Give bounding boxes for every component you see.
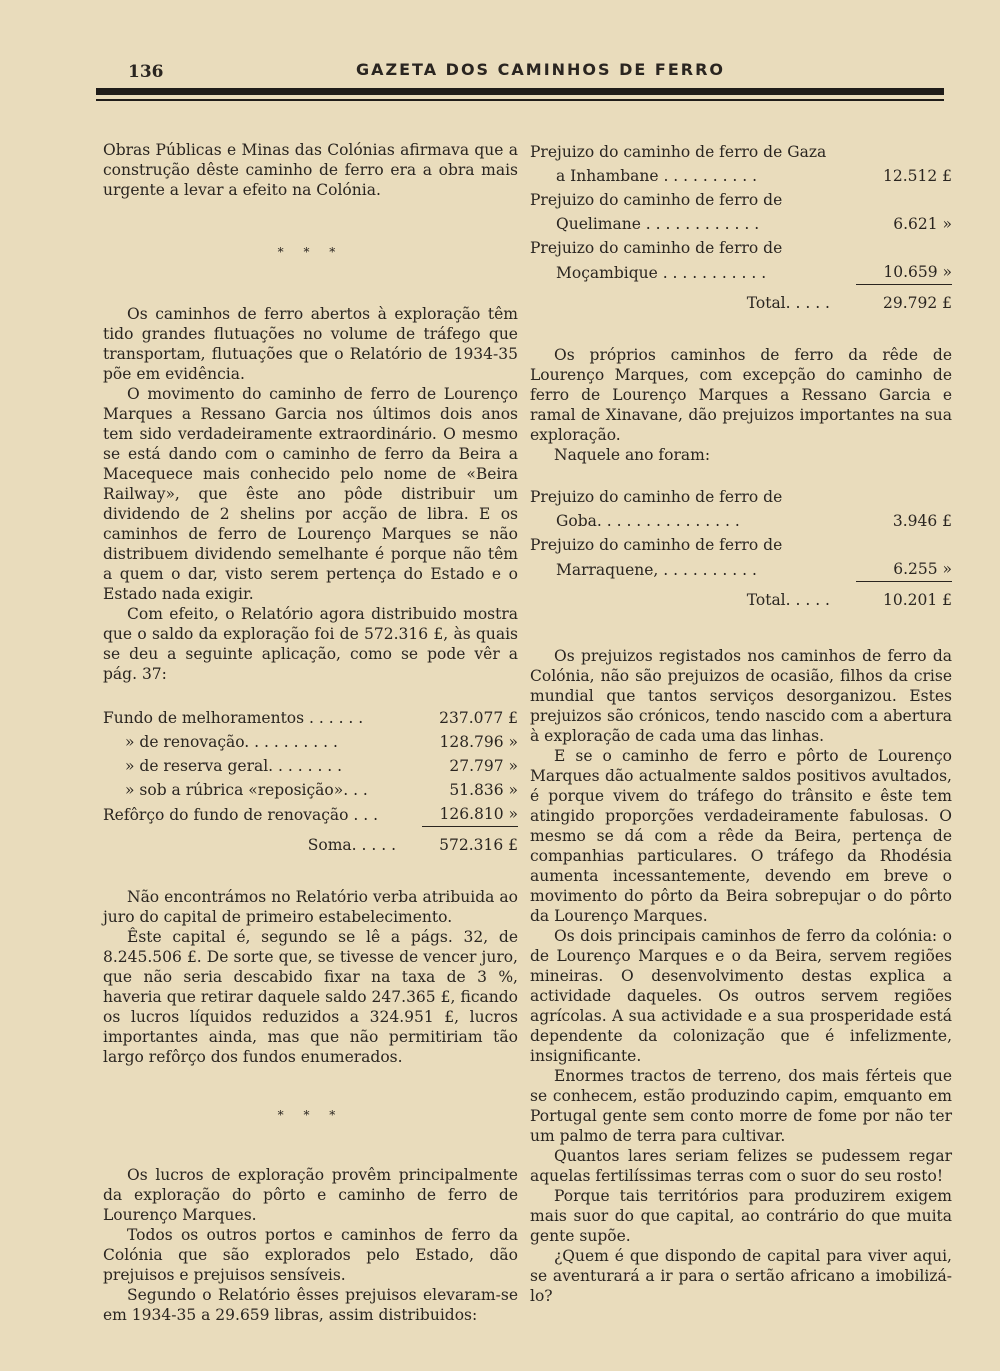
row-label: » de reserva geral. . . . . . . . (125, 757, 343, 775)
table-total-row (103, 827, 518, 858)
row-label: a Inhambane . . . . . . . . . . (556, 167, 758, 185)
paragraph: Naquele ano foram: (554, 446, 711, 464)
table-row (530, 485, 952, 509)
paragraph: Os lucros de exploração provêm principalmente da exploração do pôrto e caminho de ferro de Lourenço Marques. (103, 1166, 518, 1224)
total-amount: 572.316 £ (439, 836, 518, 854)
table-row (530, 236, 952, 260)
paragraph: Os prejuizos registados nos caminhos de ferro da Colónia, não são prejuizos de ocasião, filhos da crise mundial que tantos serviços desorganizou. Estes prejuizos são crónicos, tendo nascido com a abertura à exploração de cada uma das linhas. (530, 647, 952, 745)
table-row (530, 212, 952, 236)
row-amount: 237.077 £ (439, 709, 518, 727)
row-amount: 3.946 £ (892, 512, 952, 530)
total-amount: 29.792 £ (882, 294, 952, 312)
row-label: Marraquene, . . . . . . . . . . (556, 560, 757, 579)
table-total-row (530, 582, 952, 613)
fund-allocation-table (103, 706, 518, 857)
table-row (530, 557, 952, 582)
table-row (530, 164, 952, 188)
loss-table-1 (530, 140, 952, 315)
row-amount: 51.836 » (449, 781, 518, 799)
row-amount: 128.796 » (439, 733, 518, 751)
section-separator: * * * (277, 1108, 344, 1122)
row-label: » sob a rúbrica «reposição». . . (125, 781, 368, 799)
paragraph: E se o caminho de ferro e pôrto de Lourenço Marques dão actualmente saldos positivos avultados, é porque vivem do tráfego do trânsito e êste tem atingido proporções verdadeiramente fabulosas. O mesmo se dá com a rêde da Beira, pertença de companhias particulares. O tráfego da Rhodésia aumenta incessantemente, devendo em breve o movimento do pôrto da Beira sobrepujar o do pôrto da Lourenço Marques. (530, 747, 952, 925)
page-number: 136 (128, 62, 164, 82)
table-row (530, 260, 952, 285)
row-amount: 6.255 » (856, 557, 952, 582)
table-row (103, 802, 518, 827)
row-label: Prejuizo do caminho de ferro de Gaza (530, 143, 827, 161)
row-amount: 126.810 » (422, 802, 518, 827)
paragraph: Porque tais territórios para produzirem exigem mais suor do que capital, ao contrário do que muita gente supõe. (530, 1187, 952, 1245)
header-rule-thick (96, 88, 944, 95)
paragraph: ¿Quem é que dispondo de capital para viver aqui, se aventurará a ir para o sertão africano a imobilizá-lo? (530, 1247, 952, 1305)
running-title: GAZETA DOS CAMINHOS DE FERRO (356, 60, 726, 79)
row-label: Refôrço do fundo de renovação . . . (103, 805, 379, 824)
loss-table-2 (530, 485, 952, 612)
left-column (103, 140, 518, 1325)
total-label: Total. . . . . (746, 294, 830, 312)
paragraph: Obras Públicas e Minas das Colónias afirmava que a construção dêste caminho de ferro era a obra mais urgente a levar a efeito na Colónia. (103, 141, 518, 199)
paragraph: Os caminhos de ferro abertos à exploração têm tido grandes flutuações no volume de tráfego que transportam, flutuações que o Relatório de 1934-35 põe em evidência. (103, 305, 518, 383)
row-label: Quelimane . . . . . . . . . . . . (556, 215, 760, 233)
paragraph: Com efeito, o Relatório agora distribuido mostra que o saldo da exploração foi de 572.316 £, às quais se deu a seguinte aplicação, como se pode vêr a pág. 37: (103, 605, 518, 683)
total-amount: 10.201 £ (882, 591, 952, 609)
table-row (103, 778, 518, 802)
paragraph: Quantos lares seriam felizes se pudessem regar aquelas fertilíssimas terras com o suor do seu rosto! (530, 1147, 952, 1185)
row-label: Prejuizo do caminho de ferro de (530, 536, 783, 554)
row-amount: 27.797 » (449, 757, 518, 775)
total-label: Total. . . . . (746, 591, 830, 609)
row-label: Fundo de melhoramentos . . . . . . (103, 709, 364, 727)
row-label: Moçambique . . . . . . . . . . . (556, 263, 767, 282)
paragraph: Enormes tractos de terreno, dos mais férteis que se conhecem, estão produzindo capim, emquanto em Portugal gente sem conto morre de fome por não ter um palmo de terra para cultivar. (530, 1067, 952, 1145)
paragraph: O movimento do caminho de ferro de Lourenço Marques a Ressano Garcia nos últimos dois anos tem sido verdadeiramente extraordinário. O mesmo se está dando com o caminho de ferro da Beira a Macequece mais conhecido pelo nome de «Beira Railway», que êste ano pôde distribuir um dividendo de 2 shelins por acção de libra. E os caminhos de ferro de Lourenço Marques se não distribuem dividendo semelhante é porque não têm a quem o dar, visto serem pertença do Estado e o Estado nada exigir. (103, 385, 518, 603)
row-amount: 10.659 » (856, 260, 952, 285)
paragraph: Os próprios caminhos de ferro da rêde de Lourenço Marques, com excepção do caminho de ferro de Lourenço Marques a Ressano Garcia e ramal de Xinavane, dão prejuizos importantes na sua exploração. (530, 346, 952, 444)
row-amount: 12.512 £ (882, 167, 952, 185)
right-column (530, 140, 952, 1306)
table-row (530, 188, 952, 212)
row-label: Prejuizo do caminho de ferro de (530, 488, 783, 506)
header-rule-thin (96, 99, 944, 101)
paragraph: Todos os outros portos e caminhos de ferro da Colónia que são explorados pelo Estado, dão prejuisos e prejuisos sensíveis. (103, 1226, 518, 1284)
table-row (103, 730, 518, 754)
table-row (530, 140, 952, 164)
table-row (530, 533, 952, 557)
paragraph: Os dois principais caminhos de ferro da colónia: o de Lourenço Marques e o da Beira, servem regiões mineiras. O desenvolvimento destas explica a actividade daqueles. Os outros servem regiões agrícolas. A sua actividade e a sua prosperidade está dependente da colonização que é infelizmente, insignificante. (530, 927, 952, 1065)
row-label: » de renovação. . . . . . . . . . (125, 733, 338, 751)
table-row (530, 509, 952, 533)
row-label: Prejuizo do caminho de ferro de (530, 191, 783, 209)
row-label: Goba. . . . . . . . . . . . . . . (556, 512, 740, 530)
table-total-row (530, 285, 952, 316)
table-row (103, 706, 518, 730)
total-label: Soma. . . . . (307, 836, 396, 854)
page-header (96, 56, 944, 106)
paragraph: Êste capital é, segundo se lê a págs. 32, de 8.245.506 £. De sorte que, se tivesse de vencer juro, que não seria descabido fixar na taxa de 3 %, haveria que retirar daquele saldo 247.365 £, ficando os lucros líquidos reduzidos a 324.951 £, lucros importantes ainda, mas que não permitiriam tão largo refôrço dos fundos enumerados. (103, 928, 518, 1066)
row-amount: 6.621 » (893, 215, 952, 233)
paragraph: Não encontrámos no Relatório verba atribuida ao juro do capital de primeiro estabelecimento. (103, 888, 518, 926)
row-label: Prejuizo do caminho de ferro de (530, 239, 783, 257)
table-row (103, 754, 518, 778)
paragraph: Segundo o Relatório êsses prejuisos elevaram-se em 1934-35 a 29.659 libras, assim distribuidos: (103, 1286, 518, 1324)
section-separator: * * * (277, 245, 344, 259)
